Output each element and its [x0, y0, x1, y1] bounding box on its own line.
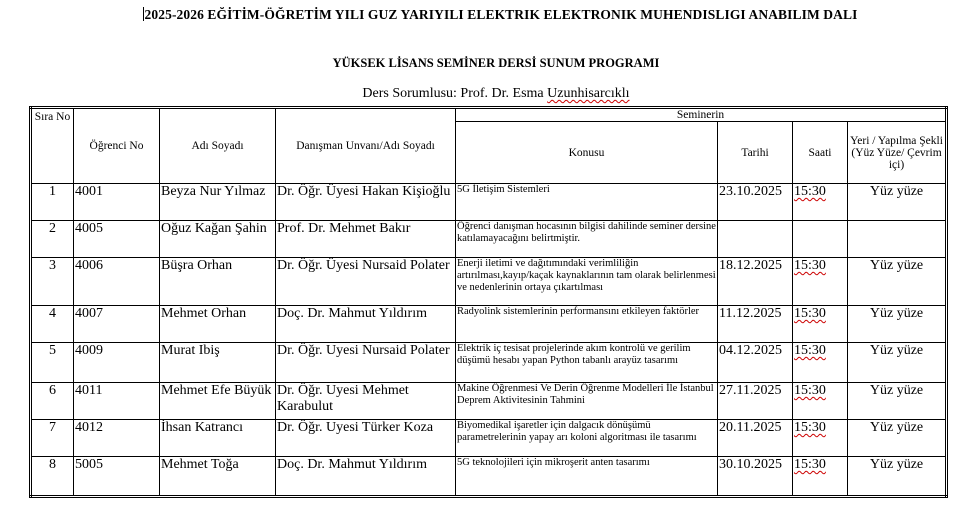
cell-konusu: Biyomedikal işaretler için dalgacık dönüşümü parametrelerinin yapay arı koloni algoritması ile tasarımı [456, 420, 718, 457]
table-row [31, 420, 947, 457]
cell-adi-soyadi: Mehmet Efe Büyük [160, 383, 276, 420]
cell-danisman: Dr. Öğr. Uyesi Türker Koza [276, 420, 456, 457]
cell-ogrenci-no: 4001 [74, 184, 160, 221]
cell-yer: Yüz yüze [848, 457, 947, 497]
cell-sira: 4 [31, 306, 74, 343]
cell-konusu: 5G İletişim Sistemleri [456, 184, 718, 221]
cell-ogrenci-no: 4007 [74, 306, 160, 343]
document-subtitle: YÜKSEK LİSANS SEMİNER DERSİ SUNUM PROGRAMI [332, 56, 660, 70]
cell-ogrenci-no: 4006 [74, 258, 160, 306]
cell-tarihi [718, 221, 793, 258]
header-ogrenci-no: Öğrenci No [74, 108, 160, 184]
course-responsible [0, 86, 963, 102]
cell-yer [848, 221, 947, 258]
cell-tarihi: 04.12.2025 [718, 343, 793, 383]
cell-yer: Yüz yüze [848, 306, 947, 343]
cell-sira: 2 [31, 221, 74, 258]
cell-sira: 5 [31, 343, 74, 383]
cell-sira: 1 [31, 184, 74, 221]
cell-sira: 6 [31, 383, 74, 420]
cell-adi-soyadi: Mehmet Orhan [160, 306, 276, 343]
cell-danisman: Dr. Öğr. Uyesi Mehmet Karabulut [276, 383, 456, 420]
cell-konusu: Makine Öğrenmesi Ve Derin Öğrenme Modelleri İle İstanbul Deprem Aktivitesinin Tahmini [456, 383, 718, 420]
table-row [31, 258, 947, 306]
cell-adi-soyadi: Oğuz Kağan Şahin [160, 221, 276, 258]
cell-adi-soyadi: Murat Ibiş [160, 343, 276, 383]
cell-tarihi: 30.10.2025 [718, 457, 793, 497]
cell-saati: 15:30 [793, 420, 848, 457]
cell-yer: Yüz yüze [848, 383, 947, 420]
cell-konusu: Öğrenci danışman hocasının bilgisi dahilinde seminer dersine katılamayacağını belirtmiştir. [456, 221, 718, 258]
header-saati: Saati [793, 122, 848, 184]
seminar-schedule-table [29, 106, 948, 498]
cell-danisman: Doç. Dr. Mahmut Yıldırım [276, 306, 456, 343]
cell-danisman: Prof. Dr. Mehmet Bakır [276, 221, 456, 258]
cell-danisman: Dr. Öğr. Üyesi Hakan Kişioğlu [276, 184, 456, 221]
cell-yer: Yüz yüze [848, 258, 947, 306]
cell-konusu: Radyolink sistemlerinin performansını etkileyen faktörler [456, 306, 718, 343]
cell-ogrenci-no: 4009 [74, 343, 160, 383]
header-yer: Yeri / Yapılma Şekli (Yüz Yüze/ Çevrim içi) [848, 122, 947, 184]
cell-ogrenci-no: 4012 [74, 420, 160, 457]
cell-saati: 15:30 [793, 457, 848, 497]
cell-ogrenci-no: 4011 [74, 383, 160, 420]
cell-saati: 15:30 [793, 383, 848, 420]
table-row [31, 184, 947, 221]
responsible-surname: Uzunhisarcıklı [547, 86, 630, 101]
header-tarihi: Tarihi [718, 122, 793, 184]
document-title [0, 7, 963, 23]
header-danisman: Danışman Unvanı/Adı Soyadı [276, 108, 456, 184]
cell-yer: Yüz yüze [848, 343, 947, 383]
cell-sira: 8 [31, 457, 74, 497]
title-text: 2025-2026 EĞİTİM-ÖĞRETİM YILI GUZ YARIYILI ELEKTRIK ELEKTRONIK MUHENDISLIGI ANABILIM DALI [144, 7, 858, 22]
header-konusu: Konusu [456, 122, 718, 184]
header-row-1 [31, 108, 947, 122]
cell-saati: 15:30 [793, 343, 848, 383]
cell-ogrenci-no: 4005 [74, 221, 160, 258]
table-row [31, 457, 947, 497]
table-row [31, 306, 947, 343]
cell-tarihi: 27.11.2025 [718, 383, 793, 420]
table-row [31, 383, 947, 420]
cell-konusu: 5G teknolojileri için mikroşerit anten tasarımı [456, 457, 718, 497]
table-row [31, 343, 947, 383]
header-adi-soyadi: Adı Soyadı [160, 108, 276, 184]
cell-danisman: Doç. Dr. Mahmut Yıldırım [276, 457, 456, 497]
cell-yer: Yüz yüze [848, 420, 947, 457]
cell-saati: 15:30 [793, 258, 848, 306]
cell-adi-soyadi: Büşra Orhan [160, 258, 276, 306]
cell-yer: Yüz yüze [848, 184, 947, 221]
text-cursor [143, 7, 144, 21]
cell-tarihi: 23.10.2025 [718, 184, 793, 221]
header-sira: Sıra No [31, 108, 74, 184]
header-seminerin: Seminerin [456, 108, 947, 122]
cell-adi-soyadi: Beyza Nur Yılmaz [160, 184, 276, 221]
cell-saati [793, 221, 848, 258]
cell-saati: 15:30 [793, 184, 848, 221]
cell-konusu: Enerji iletimi ve dağıtımındaki verimliliğin artırılması,kayıp/kaçak kaynaklarının tam olarak belirlenmesi ve nedenlerinin ortaya çıkartılması [456, 258, 718, 306]
cell-tarihi: 18.12.2025 [718, 258, 793, 306]
cell-sira: 3 [31, 258, 74, 306]
cell-saati: 15:30 [793, 306, 848, 343]
responsible-label: Ders Sorumlusu: Prof. Dr. Esma [362, 86, 548, 101]
cell-tarihi: 20.11.2025 [718, 420, 793, 457]
cell-sira: 7 [31, 420, 74, 457]
cell-danisman: Dr. Öğr. Uyesi Nursaid Polater [276, 343, 456, 383]
cell-konusu: Elektrik iç tesisat projelerinde akım kontrolü ve gerilim düşümü hesabı yapan Python tabanlı arayüz tasarımı [456, 343, 718, 383]
cell-tarihi: 11.12.2025 [718, 306, 793, 343]
cell-adi-soyadi: İhsan Katrancı [160, 420, 276, 457]
cell-danisman: Dr. Öğr. Üyesi Nursaid Polater [276, 258, 456, 306]
cell-ogrenci-no: 5005 [74, 457, 160, 497]
table-row [31, 221, 947, 258]
cell-adi-soyadi: Mehmet Toğa [160, 457, 276, 497]
